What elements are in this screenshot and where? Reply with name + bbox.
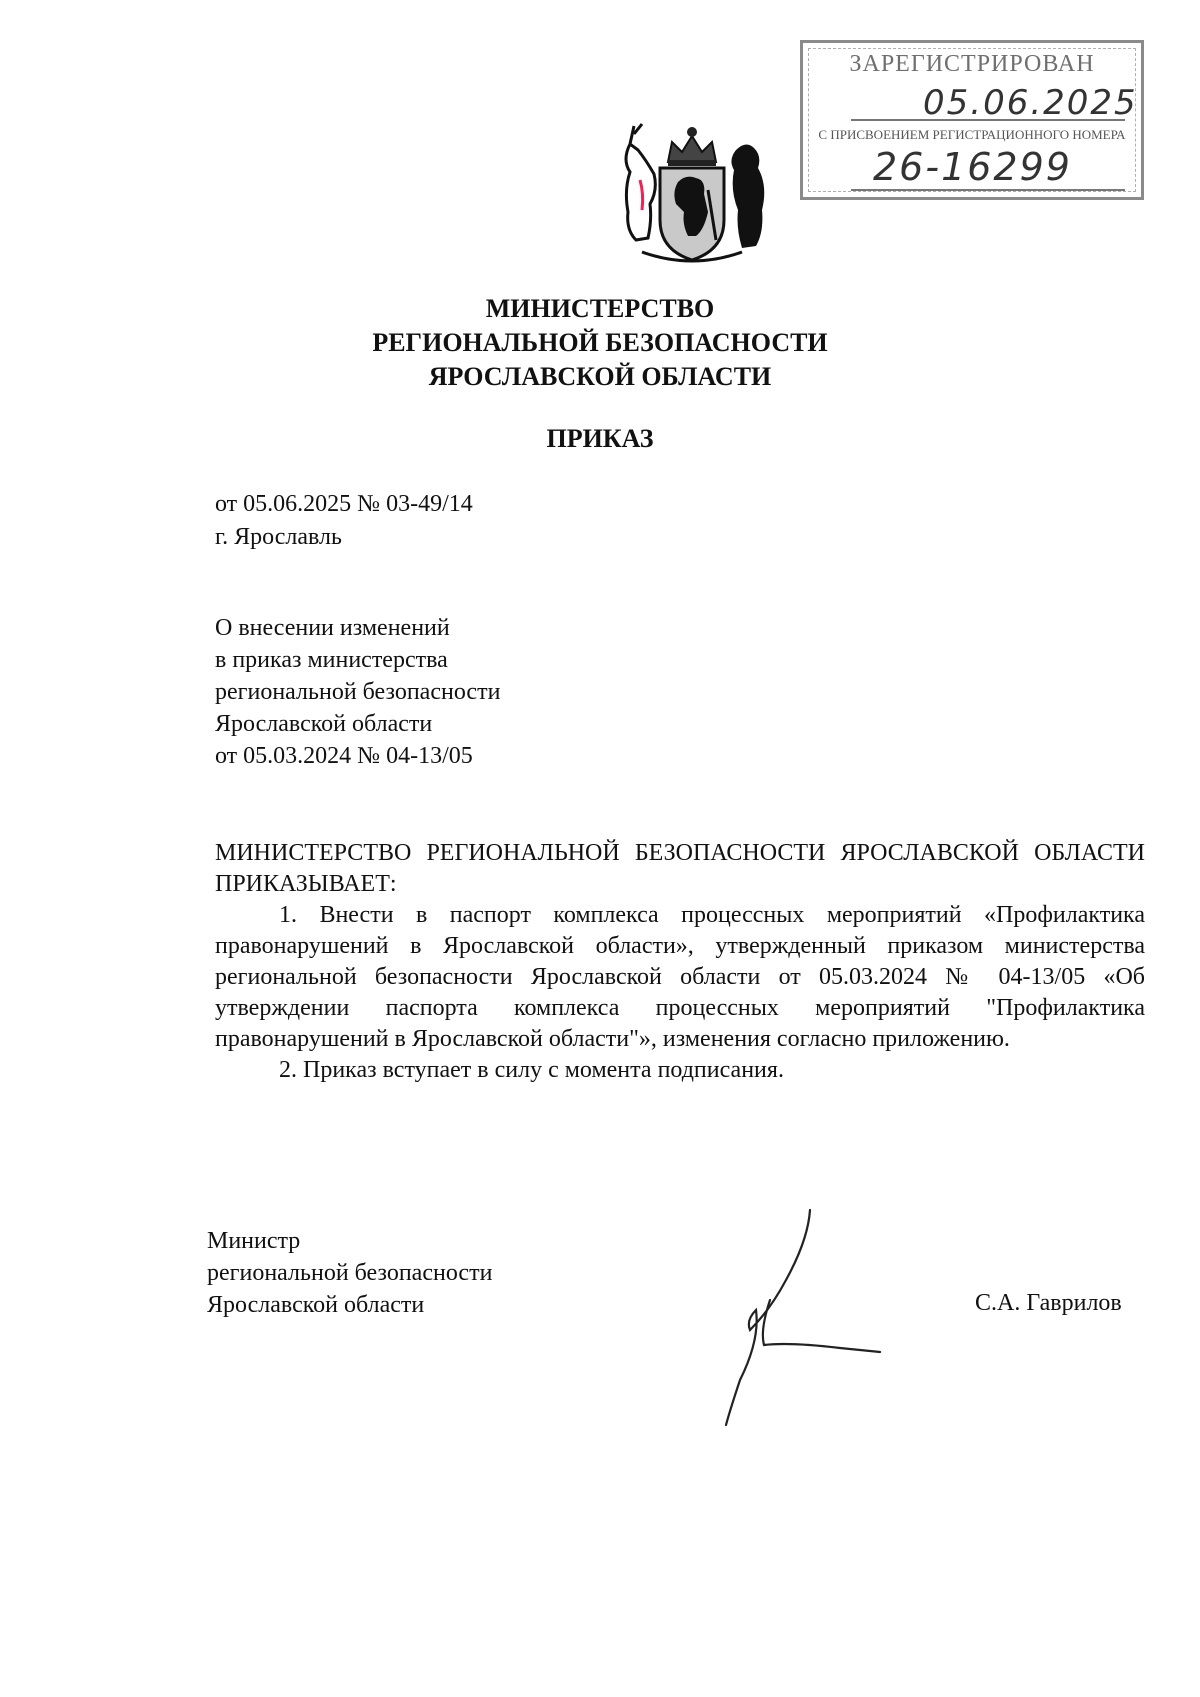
order-meta	[215, 488, 473, 554]
order-body	[215, 838, 1145, 1086]
handwritten-signature	[690, 1200, 890, 1430]
header-line: ЯРОСЛАВСКОЙ ОБЛАСТИ	[428, 362, 772, 391]
stamp-date: 05.06.2025	[923, 83, 1138, 123]
order-date-number: от 05.06.2025 № 03-49/14	[215, 491, 473, 517]
position-line: Министр	[207, 1228, 301, 1254]
order-item-2: 2. Приказ вступает в силу с момента подписания.	[279, 1057, 784, 1083]
subject-line: региональной безопасности	[215, 679, 501, 705]
subject-line: в приказ министерства	[215, 647, 448, 673]
signatory-position	[207, 1225, 492, 1321]
subject-line: Ярославской области	[215, 711, 433, 737]
stamp-divider	[851, 189, 1125, 191]
registration-stamp	[800, 40, 1144, 200]
order-city: г. Ярославль	[215, 524, 342, 550]
ministry-header	[0, 292, 1200, 394]
order-item-1: 1. Внести в паспорт комплекса процессных мероприятий «Профилактика правонарушений в Ярославской области», утвержденный приказом министерства региональной безопасности Ярославской области от 05.03.2024 № 04-13/05 «Об утверждении паспорта комплекса процессных мероприятий "Профилактика правонарушений в Ярославской области"», изменения согласно приложению.	[215, 902, 1145, 1052]
order-preamble: МИНИСТЕРСТВО РЕГИОНАЛЬНОЙ БЕЗОПАСНОСТИ ЯРОСЛАВСКОЙ ОБЛАСТИ ПРИКАЗЫВАЕТ:	[215, 840, 1145, 897]
header-line: МИНИСТЕРСТВО	[485, 294, 715, 323]
position-line: Ярославской области	[207, 1292, 425, 1318]
position-line: региональной безопасности	[207, 1260, 493, 1286]
order-subject	[215, 612, 500, 772]
stamp-registration-number: 26-16299	[873, 145, 1072, 189]
subject-line: от 05.03.2024 № 04-13/05	[215, 743, 473, 769]
document-title: ПРИКАЗ	[546, 424, 654, 453]
subject-line: О внесении изменений	[215, 615, 450, 641]
stamp-caption: С ПРИСВОЕНИЕМ РЕГИСТРАЦИОННОГО НОМЕРА	[818, 127, 1126, 142]
coat-of-arms-icon	[612, 120, 772, 270]
header-line: РЕГИОНАЛЬНОЙ БЕЗОПАСНОСТИ	[372, 328, 828, 357]
stamp-divider	[851, 119, 1125, 121]
signatory-name: С.А. Гаврилов	[975, 1290, 1122, 1316]
stamp-title: ЗАРЕГИСТРИРОВАН	[849, 51, 1095, 77]
